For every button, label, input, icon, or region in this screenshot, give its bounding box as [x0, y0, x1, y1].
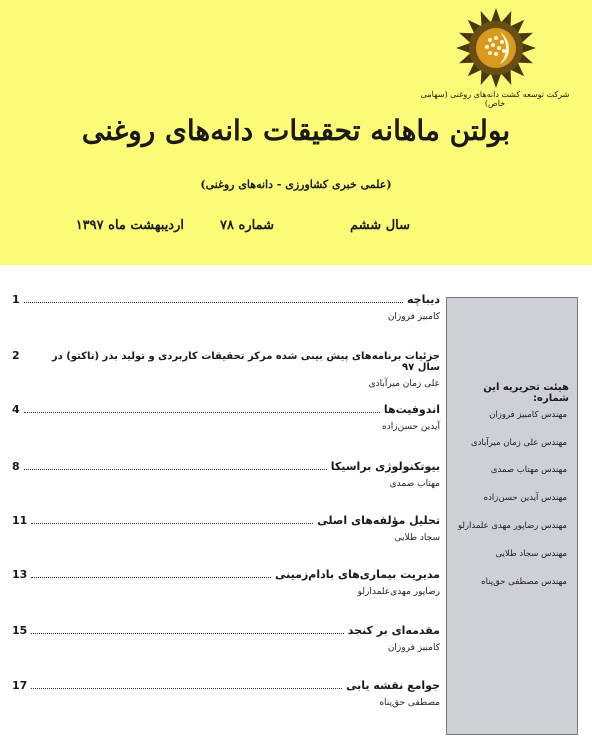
toc-dot-leader	[31, 576, 271, 578]
board-member: مهندس مهتاب صمدی	[490, 465, 567, 475]
toc-entry-page: 13	[12, 568, 28, 581]
toc-dot-leader	[24, 301, 403, 303]
toc-dot-leader	[31, 632, 343, 634]
toc-entry-page: 11	[12, 514, 28, 527]
toc-entry-author: مصطفی حق‌پناه	[379, 698, 440, 708]
toc-entry-title: بیوتکنولوژی براسیکا	[330, 460, 440, 473]
board-member: مهندس علی زمان میرآبادی	[470, 438, 567, 448]
toc-entry[interactable]	[12, 568, 440, 597]
toc-entry-title: اندوفیت‌ها	[383, 403, 440, 416]
toc-entry[interactable]	[12, 514, 440, 543]
board-member: مهندس مصطفی حق‌پناه	[481, 577, 567, 587]
board-member: مهندس سجاد طلایی	[495, 549, 567, 559]
editorial-board-panel	[446, 297, 578, 735]
editorial-board-heading: هیئت تحریریه این شماره:	[483, 382, 569, 404]
year-label: سال ششم	[350, 218, 410, 233]
board-member: مهندس رضاپور مهدی علمدارلو	[457, 521, 567, 531]
bulletin-title: بولتن ماهانه تحقیقات دانه‌های روغنی	[81, 114, 511, 147]
toc-entry-page: 4	[12, 403, 20, 416]
toc-entry-author: مهتاب صمدی	[389, 479, 440, 489]
toc-entry-author: سجاد طلایی	[394, 533, 440, 543]
company-name: شرکت توسعه کشت دانه‌های روغنی (سهامی خاص)	[420, 90, 570, 108]
board-member: مهندس کامبیز فروزان	[489, 410, 567, 420]
toc-dot-leader	[31, 522, 313, 524]
toc-entry-page: 15	[12, 624, 28, 637]
toc-dot-leader	[24, 411, 380, 413]
toc-entry[interactable]	[12, 349, 440, 389]
header-banner	[0, 0, 592, 265]
toc-entry-page: 1	[12, 293, 20, 306]
sunflower-logo-icon	[454, 6, 538, 90]
toc-entry-author: کامبیز فروزان	[387, 312, 440, 322]
bulletin-subtitle: (علمی خبری کشاورزی - دانه‌های روغنی)	[200, 178, 392, 191]
toc-entry-title: تحلیل مؤلفه‌های اصلی	[317, 514, 440, 527]
toc-entry-title: دیباچه	[407, 293, 440, 306]
toc-entry-page: 17	[12, 679, 28, 692]
toc-entry-title: مدیریت بیماری‌های بادام‌زمینی	[275, 568, 440, 581]
toc-dot-leader	[24, 468, 327, 470]
toc-entry[interactable]	[12, 679, 440, 708]
toc-entry[interactable]	[12, 293, 440, 322]
toc-entry-page: 2	[12, 349, 20, 362]
issue-date: اردیبهشت ماه ۱۳۹۷	[75, 218, 184, 233]
toc-entry[interactable]	[12, 460, 440, 489]
toc-entry-author: علی زمان میرآبادی	[368, 379, 440, 389]
toc-dot-leader	[31, 687, 342, 689]
toc-entry-page: 8	[12, 460, 20, 473]
toc-entry-title: مقدمه‌ای بر کنجد	[347, 624, 440, 637]
toc-entry[interactable]	[12, 403, 440, 432]
board-member: مهندس آیدین حسن‌زاده	[483, 493, 567, 503]
toc-entry-title: جزئیات برنامه‌های پیش بینی شده مرکز تحقیقات کاربردی و تولید بذر (تاکتو) در سال ۹۷	[51, 351, 440, 373]
toc-entry-author: آیدین حسن‌زاده	[382, 422, 440, 432]
toc-entry-author: کامبیز فروزان	[387, 643, 440, 653]
toc-entry-author: رضاپور مهدی‌علمدارلو	[357, 587, 440, 597]
issue-number: شماره ۷۸	[220, 218, 274, 233]
toc-entry-title: جوامع نقشه یابی	[345, 679, 440, 692]
toc-entry[interactable]	[12, 624, 440, 653]
